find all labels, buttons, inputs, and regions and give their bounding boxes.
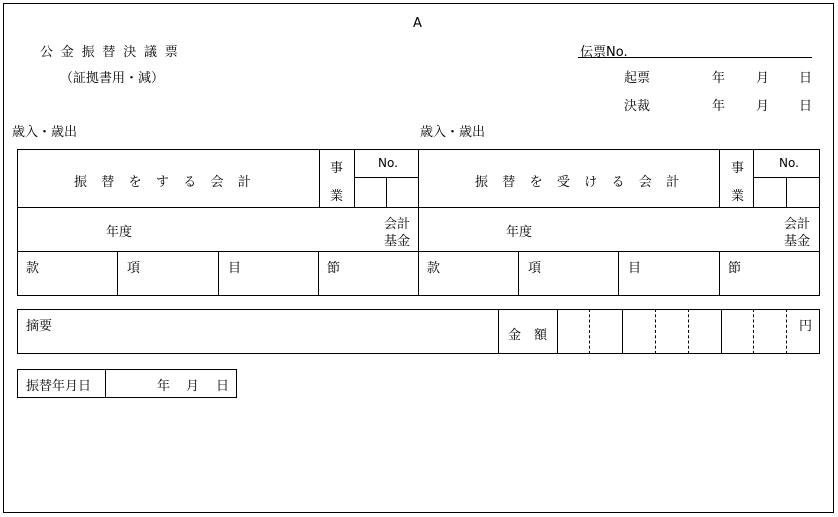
kessai-year: 年 bbox=[712, 99, 726, 114]
kessai-label: 決裁 bbox=[624, 99, 651, 114]
form-mark: A bbox=[413, 16, 422, 31]
digit-divider bbox=[655, 309, 656, 354]
table-rule bbox=[557, 309, 558, 354]
right-nendo-label: 年度 bbox=[506, 225, 533, 240]
right-section-label: 歳入・歳出 bbox=[420, 125, 486, 140]
kihyo-month: 月 bbox=[756, 71, 770, 86]
table-rule bbox=[618, 251, 619, 296]
table-rule bbox=[117, 251, 118, 296]
table-rule bbox=[105, 369, 106, 398]
table-rule bbox=[786, 177, 787, 207]
slip-no-label: 伝票No. bbox=[580, 45, 628, 60]
kessai-month: 月 bbox=[756, 99, 770, 114]
yen-label: 円 bbox=[799, 319, 813, 334]
left-kikin-label: 基金 bbox=[384, 234, 411, 249]
digit-divider bbox=[688, 309, 689, 354]
transfer-date-day: 日 bbox=[216, 379, 230, 394]
right-kou-label: 項 bbox=[528, 261, 542, 276]
left-jigyo-top: 事 bbox=[330, 161, 344, 176]
right-jigyo-bottom: 業 bbox=[731, 189, 745, 204]
left-section-label: 歳入・歳出 bbox=[12, 125, 78, 140]
table-rule bbox=[622, 309, 623, 354]
left-no-label: No. bbox=[378, 156, 398, 170]
transfer-date-label: 振替年月日 bbox=[26, 379, 92, 394]
right-kan-label: 款 bbox=[427, 261, 441, 276]
right-moku-label: 目 bbox=[628, 261, 642, 276]
table-rule bbox=[721, 309, 722, 354]
kessai-day: 日 bbox=[799, 99, 813, 114]
kihyo-day: 日 bbox=[799, 71, 813, 86]
table-center-divider bbox=[418, 149, 419, 296]
form-title: 公金振替決議票 bbox=[40, 45, 186, 60]
left-setsu-label: 節 bbox=[327, 261, 341, 276]
to-account-label: 振替を受ける会計 bbox=[475, 175, 694, 190]
right-setsu-label: 節 bbox=[728, 261, 742, 276]
digit-divider bbox=[589, 309, 590, 354]
left-kan-label: 款 bbox=[26, 261, 40, 276]
left-jigyo-bottom: 業 bbox=[330, 189, 344, 204]
left-moku-label: 目 bbox=[228, 261, 242, 276]
left-nendo-label: 年度 bbox=[106, 225, 133, 240]
kihyo-label: 起票 bbox=[624, 71, 651, 86]
left-kou-label: 項 bbox=[127, 261, 141, 276]
right-kaikei-label: 会計 bbox=[784, 217, 811, 232]
transfer-date-month: 月 bbox=[186, 379, 200, 394]
table-rule bbox=[719, 149, 720, 207]
right-kikin-label: 基金 bbox=[784, 234, 811, 249]
table-rule bbox=[719, 251, 720, 296]
left-kaikei-label: 会計 bbox=[384, 217, 411, 232]
table-rule bbox=[753, 149, 754, 207]
kihyo-year: 年 bbox=[712, 71, 726, 86]
form-subtitle: （証拠書用・減） bbox=[60, 71, 165, 86]
slip-no-underline bbox=[578, 57, 812, 58]
table-rule bbox=[518, 251, 519, 296]
table-rule bbox=[319, 149, 320, 207]
summary-table bbox=[17, 309, 820, 354]
table-rule bbox=[498, 309, 499, 354]
table-rule bbox=[354, 149, 355, 207]
right-no-label: No. bbox=[779, 156, 799, 170]
table-rule bbox=[318, 251, 319, 296]
transfer-date-year: 年 bbox=[157, 379, 171, 394]
tekiyo-label: 摘要 bbox=[26, 319, 53, 334]
digit-divider bbox=[786, 309, 787, 354]
table-rule bbox=[218, 251, 219, 296]
from-account-label: 振替をする会計 bbox=[74, 175, 266, 190]
right-jigyo-top: 事 bbox=[731, 161, 745, 176]
table-rule bbox=[386, 177, 387, 207]
amount-label: 金 額 bbox=[508, 328, 548, 343]
digit-divider bbox=[753, 309, 754, 354]
